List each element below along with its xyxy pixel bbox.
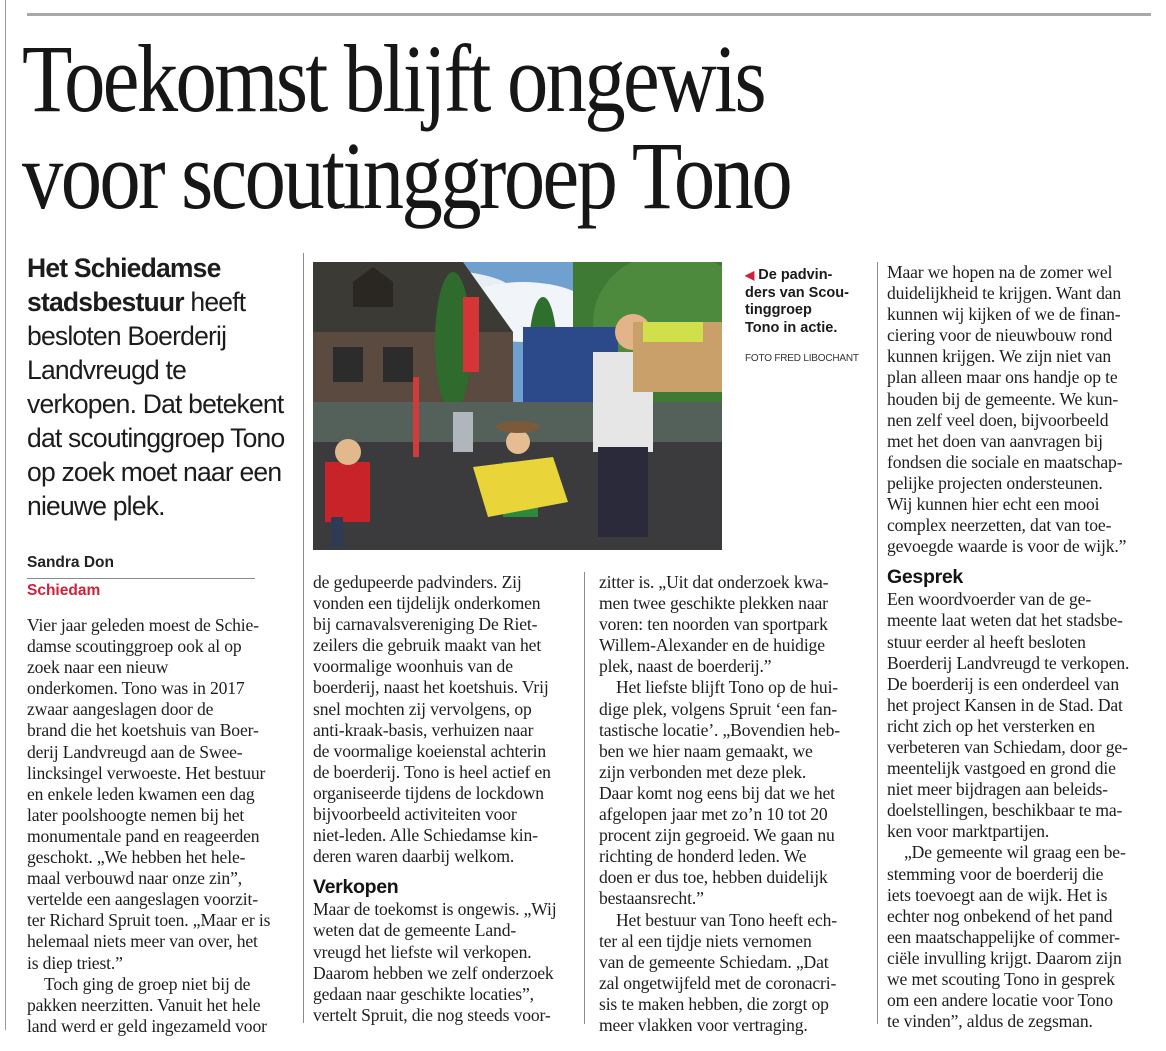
- body-line: een maatschappelijke of commer-: [887, 926, 1120, 947]
- body-line: zal ongetwijfeld met de coronacri-: [599, 972, 837, 993]
- body-line: Daar komt nog eens bij dat we het: [599, 782, 835, 803]
- body-line: gedaan naar geschikte locaties”,: [313, 983, 534, 1004]
- body-line: met het doen van aanvragen bij: [887, 430, 1103, 451]
- body-line: tastische locatie’. „Bovendien heb-: [599, 719, 840, 740]
- body-line: kunnen wij kijken of we de finan-: [887, 304, 1121, 325]
- subhead-gesprek: Gesprek: [887, 566, 963, 589]
- body-line: geschokt. „We hebben het hele-: [27, 847, 246, 868]
- body-line: gevoegde waarde is voor de wijk.”: [887, 536, 1127, 557]
- body-line: Boerderij Landvreugd te verkopen.: [887, 652, 1130, 673]
- body-line: is diep triest.”: [27, 952, 123, 973]
- body-line: vonden een tijdelijk onderkomen: [313, 593, 541, 614]
- body-line: land werd er geld ingezameld voor: [27, 1015, 267, 1036]
- body-line: Wij kunnen hier echt een mooi: [887, 494, 1100, 515]
- body-line: de gedupeerde padvinders. Zij: [313, 572, 522, 592]
- intro-lead: [27, 251, 287, 523]
- body-line: vertelt Spruit, die nog steeds voor-: [313, 1004, 551, 1025]
- body-line: we met scouting Tono in gesprek: [887, 969, 1115, 989]
- author-byline: Sandra Don: [27, 554, 114, 571]
- body-line: complex neerzetten, dat van toe-: [887, 515, 1112, 536]
- top-rule: [27, 13, 1151, 16]
- body-line: meentelijk vastgoed en grond die: [887, 758, 1116, 779]
- body-line: dige plek, volgens Spruit ‘een fan-: [599, 698, 838, 719]
- body-line: Maar de toekomst is ongewis. „Wij: [313, 899, 557, 920]
- body-line: richting de honderd leden. We: [599, 846, 807, 867]
- body-line: pelijke projecten ondersteunen.: [887, 472, 1103, 493]
- body-line: ciering voor de nieuwbouw rond: [887, 325, 1113, 346]
- body-line: verbeteren van Schiedam, door ge-: [887, 736, 1128, 757]
- body-line: om een andere locatie voor Tono: [887, 990, 1113, 1011]
- body-line: niet-leden. Alle Schiedamse kin-: [313, 825, 538, 846]
- body-line: sis te maken hebben, die zorgt op: [599, 993, 829, 1014]
- body-line: zitter is. „Uit dat onderzoek kwa-: [599, 572, 829, 592]
- body-line: plek, naast de boerderij.”: [599, 656, 772, 677]
- body-line: zoek naar een nieuw: [27, 657, 169, 678]
- body-line: Willem-Alexander en de huidige: [599, 635, 825, 656]
- caption-line: tinggroep: [745, 302, 812, 318]
- body-line: zijn verbonden met deze plek.: [599, 761, 807, 782]
- body-line: iets toevoegt aan de wijk. Het is: [887, 884, 1108, 905]
- caption-pointer-icon: ◀: [745, 268, 755, 282]
- body-line: Daarom hebben we zelf onderzoek: [313, 962, 554, 983]
- body-line: de boerderij. Tono is heel actief en: [313, 761, 551, 782]
- body-line: snel mochten zij vervolgens, op: [313, 698, 532, 719]
- body-line: lincksingel verwoeste. Het bestuur: [27, 762, 266, 783]
- body-column-2: [313, 572, 578, 1026]
- caption-line: De padvin-: [758, 267, 833, 283]
- body-line: vreugd het liefste wil verkopen.: [313, 941, 532, 962]
- body-column-1: [27, 615, 292, 1037]
- body-line: houden bij de gemeente. We kun-: [887, 388, 1119, 409]
- body-line: weten dat de gemeente Land-: [313, 920, 517, 941]
- body-line: maal verbouwd naar onze zin”,: [27, 868, 242, 889]
- body-line: van de gemeente Schiedam. „Dat: [599, 951, 829, 972]
- caption-line: ders van Scou-: [745, 284, 849, 301]
- body-line: voormalige woonhuis van de: [313, 656, 513, 677]
- body-line: derij Landvreugd aan de Swee-: [27, 741, 243, 762]
- body-line: Toch ging de groep niet bij de: [44, 973, 251, 994]
- body-line: te vinden”, aldus de zegsman.: [887, 1011, 1093, 1032]
- body-line: ter al een tijdje niets vernomen: [599, 930, 812, 951]
- body-line: meente laat weten dat het stadsbe-: [887, 610, 1123, 631]
- photo-credit: FOTO FRED LIBOCHANT: [745, 353, 859, 364]
- body-line: Het liefste blijft Tono op de hui-: [616, 677, 839, 698]
- body-line: zwaar aangeslagen door de: [27, 699, 214, 720]
- body-line: Vier jaar geleden moest de Schie-: [27, 615, 259, 635]
- body-line: afgelopen jaar met zo’n 10 tot 20: [599, 804, 828, 825]
- body-line: procent zijn gegroeid. We gaan nu: [599, 825, 835, 846]
- headline-line-1: Toekomst blijft ongewis: [22, 25, 765, 132]
- body-line: men twee geschikte plekken naar: [599, 593, 828, 614]
- body-line: later poolshoogte nemen bij het: [27, 804, 245, 825]
- caption-line: Tono in actie.: [745, 319, 838, 336]
- body-line: niet meer bijdragen aan beleids-: [887, 779, 1108, 800]
- article-photo: [313, 262, 722, 550]
- body-line: Het bestuur van Tono heeft ech-: [616, 909, 837, 930]
- body-column-4: [887, 262, 1159, 1032]
- body-line: doelstellingen, beschikbaar te ma-: [887, 800, 1123, 821]
- body-column-3: [599, 572, 869, 1036]
- body-line: pakken neerzitten. Vanuit het hele: [27, 994, 261, 1015]
- column-divider: [584, 572, 585, 1024]
- body-line: vertelde een aangeslagen voorzit-: [27, 889, 258, 910]
- body-line: echter nog onbekend of het pand: [887, 905, 1113, 926]
- body-line: onderkomen. Tono was in 2017: [27, 678, 245, 699]
- body-line: monumentale pand en reageerden: [27, 825, 260, 846]
- body-line: Maar we hopen na de zomer wel: [887, 262, 1113, 282]
- body-line: nen zelf veel doen, bijvoorbeeld: [887, 409, 1109, 430]
- body-line: ken voor marktpartijen.: [887, 821, 1050, 842]
- intro-bold: Het Schiedamse stadsbestuur: [27, 253, 221, 317]
- dateline: Schiedam: [27, 582, 101, 599]
- body-line: anti-kraak-basis, verhuizen naar: [313, 719, 534, 740]
- body-line: doen er dus toe, hebben duidelijk: [599, 867, 828, 888]
- body-line: de voormalige koeienstal achterin: [313, 740, 546, 761]
- body-line: plan alleen maar ons handje op te: [887, 367, 1118, 388]
- body-line: Een woordvoerder van de ge-: [887, 589, 1092, 610]
- body-line: het project Kansen in de Stad. Dat: [887, 694, 1123, 715]
- intro-text: heeft besloten Boerderij Landvreugd te verkopen. Dat betekent dat scoutinggroep Tono op zoek moet naar een nieuwe plek.: [27, 287, 285, 521]
- body-line: helemaal niets meer van over, het: [27, 931, 258, 952]
- page-edge-rule: [5, 0, 6, 1030]
- column-divider: [877, 262, 878, 1024]
- body-line: stemming voor de boerderij die: [887, 863, 1104, 884]
- body-line: ben we hier naam gemaakt, we: [599, 740, 813, 761]
- body-line: meer vlakken voor vertraging.: [599, 1014, 808, 1035]
- scouts-photo-illustration: [313, 262, 722, 550]
- body-line: De boerderij is een onderdeel van: [887, 673, 1119, 694]
- body-line: ciële invulling krijgt. Daarom zijn: [887, 947, 1122, 968]
- body-line: bestaansrecht.”: [599, 888, 704, 909]
- headline: [22, 25, 994, 229]
- body-line: bijvoorbeeld activiteiten voor: [313, 804, 517, 825]
- body-line: stuur eerder al heeft besloten: [887, 631, 1086, 652]
- body-line: boerderij, naast het koetshuis. Vrij: [313, 677, 549, 698]
- headline-line-2: voor scoutinggroep Tono: [22, 122, 791, 229]
- body-line: fondsen die sociale en maatschap-: [887, 451, 1123, 472]
- body-line: zeilers die gebruik maakt van het: [313, 635, 542, 656]
- body-line: ter Richard Spruit toen. „Maar er is: [27, 910, 271, 931]
- byline-divider: [27, 578, 255, 579]
- body-line: duidelijkheid te krijgen. Want dan: [887, 283, 1122, 304]
- photo-caption: [745, 267, 870, 337]
- body-line: kunnen krijgen. We zijn niet van: [887, 346, 1112, 367]
- subhead-verkopen: Verkopen: [313, 876, 399, 899]
- body-line: voren: ten noorden van sportpark: [599, 614, 828, 635]
- body-line: bij carnavalsvereniging De Riet-: [313, 614, 538, 635]
- body-line: damse scoutinggroep ook al op: [27, 636, 242, 657]
- column-divider: [303, 253, 304, 1023]
- body-line: brand die het koetshuis van Boer-: [27, 720, 259, 741]
- body-line: en enkele leden kwamen een dag: [27, 783, 255, 804]
- body-line: richt zich op het versterken en: [887, 715, 1095, 736]
- body-line: deren waren daarbij welkom.: [313, 846, 515, 867]
- body-line: „De gemeente wil graag een be-: [904, 842, 1126, 863]
- body-line: organiseerde tijdens de lockdown: [313, 782, 544, 803]
